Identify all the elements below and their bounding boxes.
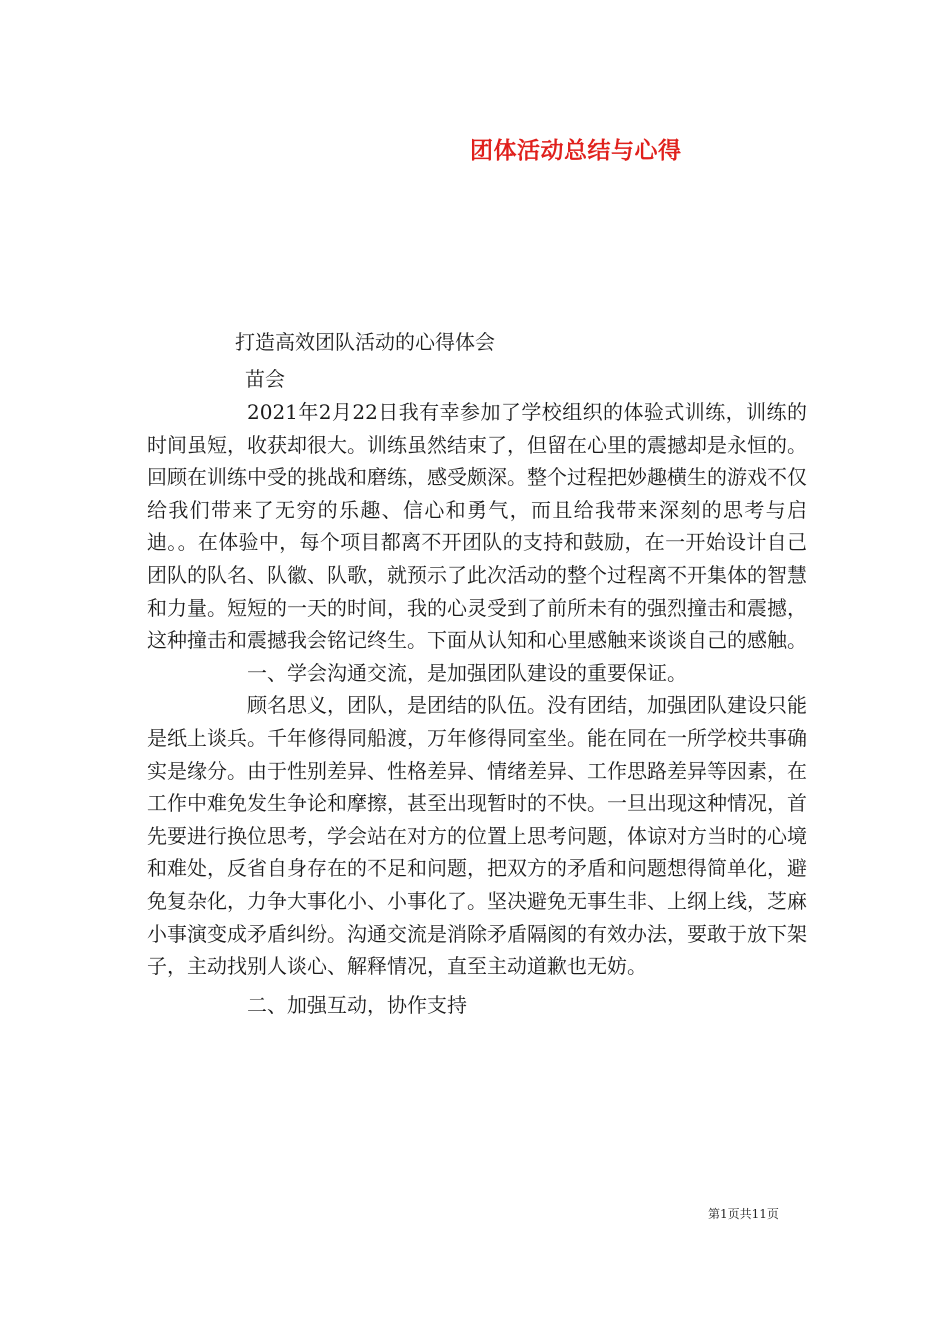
article-subtitle: 打造高效团队活动的心得体会 — [235, 330, 495, 354]
section-heading-2: 二、加强互动，协作支持 — [247, 992, 467, 1017]
page-number: 第1页共11页 — [708, 1207, 779, 1221]
author-name: 苗会 — [245, 367, 285, 391]
page-title: 团体活动总结与心得 — [470, 138, 682, 164]
paragraph-intro: 2021年2月22日我有幸参加了学校组织的体验式训练，训练的时间虽短，收获却很大。训练虽然结束了，但留在心里的震撼却是永恒的。回顾在训练中受的挑战和磨练，感受颇深。整个过程把妙趣横生的游戏不仅给我们带来了无穷的乐趣、信心和勇气，而且给我带来深刻的思考与启迪。。在体验中，每个项目都离不开团队的支持和鼓励，在一开始设计自己团队的队名、队徽、队歌，就预示了此次活动的整个过程离不开集体的智慧和力量。短短的一天的时间，我的心灵受到了前所未有的强烈撞击和震撼，这种撞击和震撼我会铭记终生。下面从认知和心里感触来谈谈自己的感触。 — [147, 400, 807, 653]
paragraph-communication: 顾名思义，团队，是团结的队伍。没有团结，加强团队建设只能是纸上谈兵。千年修得同船渡，万年修得同室坐。能在同在一所学校共事确实是缘分。由于性别差异、性格差异、情绪差异、工作思路差异等因素，在工作中难免发生争论和摩擦，甚至出现暂时的不快。一旦出现这种情况，首先要进行换位思考，学会站在对方的位置上思考问题，体谅对方当时的心境和难处，反省自身存在的不足和问题，把双方的矛盾和问题想得简单化，避免复杂化，力争大事化小、小事化了。坚决避免无事生非、上纲上线，芝麻小事演变成矛盾纠纷。沟通交流是消除矛盾隔阂的有效办法，要敢于放下架子，主动找别人谈心、解释情况，直至主动道歉也无妨。 — [147, 693, 807, 979]
section-heading-1: 一、学会沟通交流，是加强团队建设的重要保证。 — [247, 660, 687, 685]
article-body — [147, 396, 807, 1021]
